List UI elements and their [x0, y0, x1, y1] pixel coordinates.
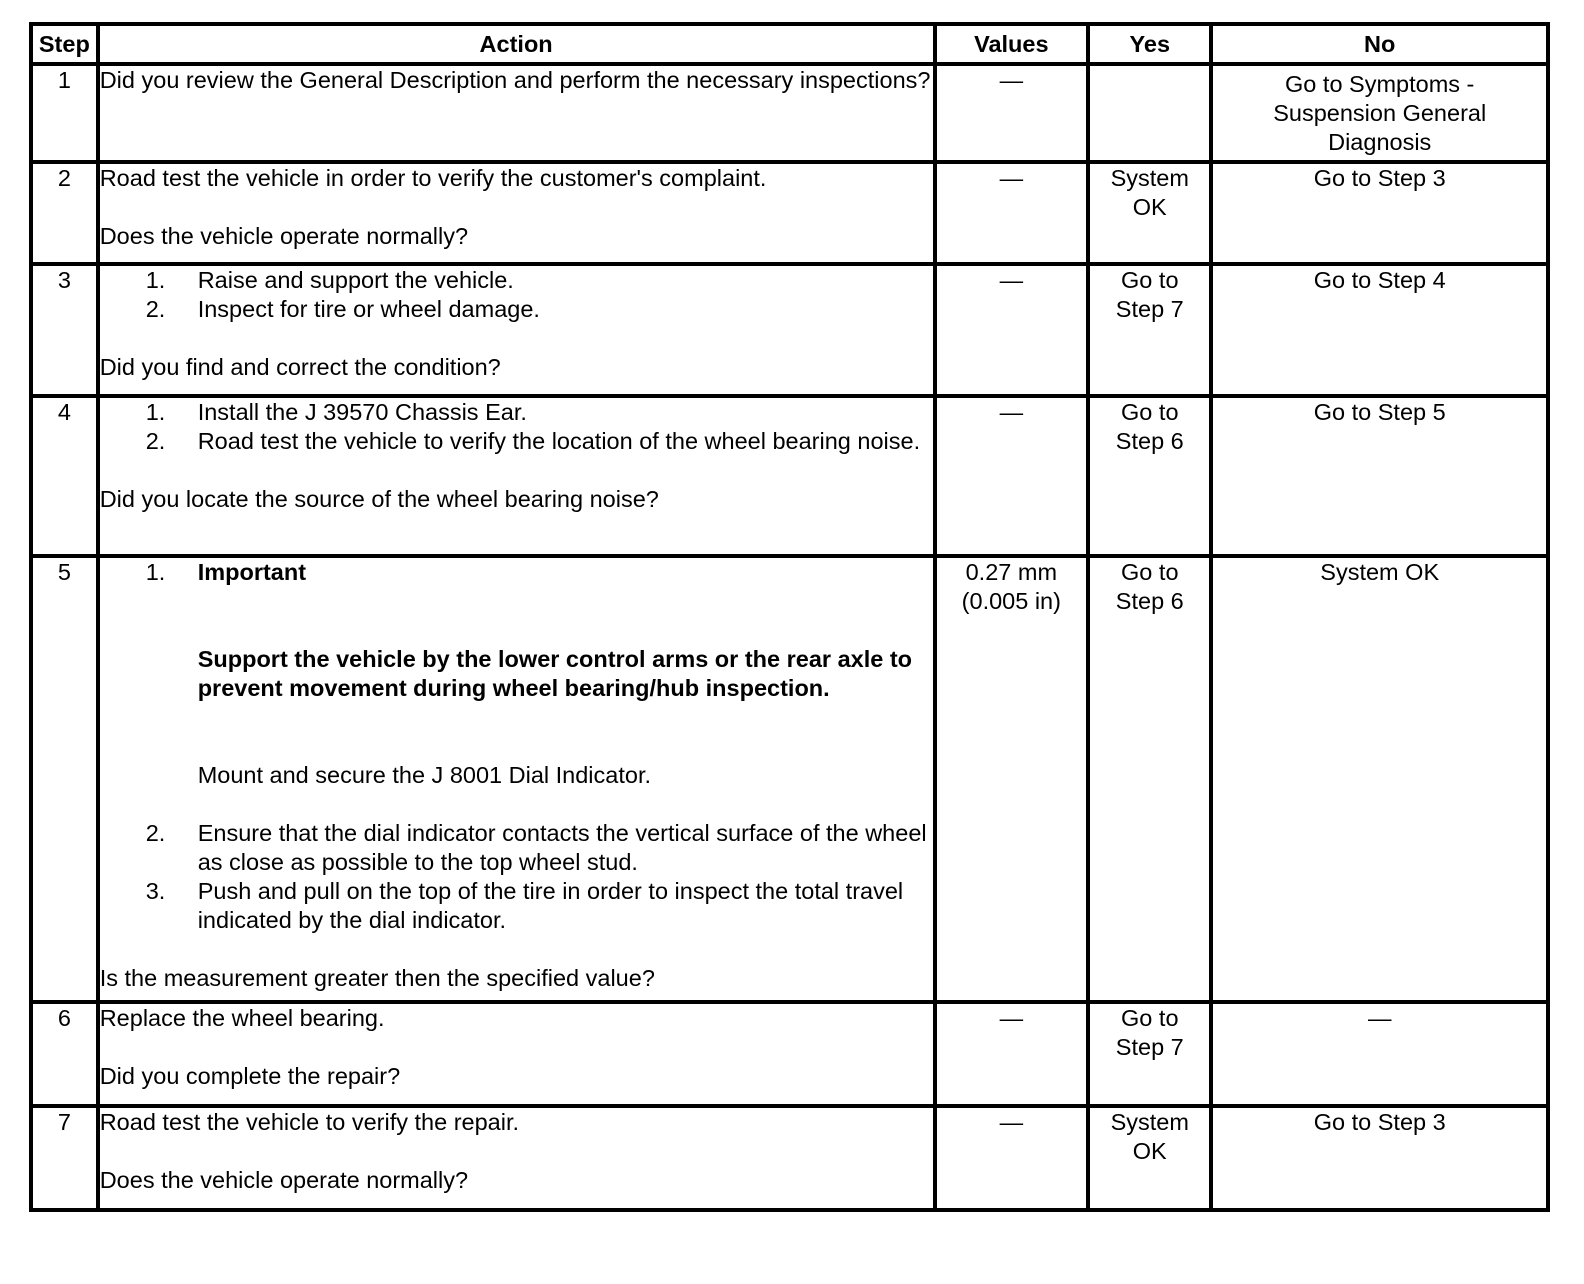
yes-cell [1088, 64, 1211, 162]
action-cell [98, 162, 935, 264]
action-list [100, 398, 933, 456]
value-cell: — [935, 162, 1089, 264]
header-values: Values [935, 24, 1089, 64]
action-cell [98, 1002, 935, 1106]
list-text: Raise and support the vehicle. [197, 267, 514, 293]
table-row [31, 556, 1548, 1002]
yes-cell [1088, 556, 1211, 1002]
step-number: 7 [31, 1106, 98, 1210]
list-number: 2. [145, 820, 166, 846]
action-question: Did you locate the source of the wheel bearing noise? [99, 486, 659, 512]
step-number: 1 [31, 64, 98, 162]
yes-text: System OK [1110, 165, 1189, 220]
action-text: Did you review the General Description and perform the necessary inspections? [99, 67, 931, 93]
diagnostic-table [29, 22, 1550, 1212]
list-text: Mount and secure the J 8001 Dial Indicator. [197, 762, 652, 788]
action-cell [98, 556, 935, 1002]
list-item [100, 398, 933, 427]
list-text: Install the J 39570 Chassis Ear. [197, 399, 527, 425]
no-cell: Go to Step 3 [1211, 1106, 1548, 1210]
no-cell: — [1211, 1002, 1548, 1106]
no-cell: Go to Step 5 [1211, 396, 1548, 556]
step-number: 5 [31, 556, 98, 1002]
list-item [100, 558, 933, 819]
important-text: Support the vehicle by the lower control arms or the rear axle to prevent movement during wheel bearing/hub inspection. [197, 646, 913, 701]
yes-text: Go to Step 6 [1115, 559, 1184, 614]
no-cell: Go to Step 3 [1211, 162, 1548, 264]
action-list [100, 558, 933, 935]
list-item [100, 295, 933, 324]
header-action: Action [98, 24, 935, 64]
yes-cell [1088, 1106, 1211, 1210]
table-row [31, 264, 1548, 396]
step-number: 3 [31, 264, 98, 396]
table-row [31, 1106, 1548, 1210]
list-number: 1. [145, 559, 166, 585]
action-text: Road test the vehicle in order to verify the customer's complaint. [99, 165, 767, 191]
step-number: 2 [31, 162, 98, 264]
list-item [100, 427, 933, 456]
table-row [31, 64, 1548, 162]
yes-cell [1088, 396, 1211, 556]
value-cell [935, 556, 1089, 1002]
list-number: 2. [145, 296, 166, 322]
list-number: 3. [145, 878, 166, 904]
value-imperial: (0.005 in) [961, 588, 1061, 614]
action-cell [98, 264, 935, 396]
list-text: Push and pull on the top of the tire in order to inspect the total travel indicated by the dial indicator. [197, 878, 904, 933]
action-text: Replace the wheel bearing. [99, 1005, 385, 1031]
yes-text: System OK [1110, 1109, 1189, 1164]
value-cell: — [935, 264, 1089, 396]
action-question: Did you complete the repair? [99, 1063, 401, 1089]
no-text: Go to Symptoms - Suspension General Diagnosis [1273, 71, 1487, 155]
table-row [31, 162, 1548, 264]
header-no: No [1211, 24, 1548, 64]
no-cell: System OK [1211, 556, 1548, 1002]
action-question: Does the vehicle operate normally? [99, 223, 469, 249]
header-row [31, 24, 1548, 64]
yes-text: Go to Step 6 [1115, 399, 1184, 454]
action-question: Is the measurement greater then the specified value? [99, 965, 655, 991]
value-metric: 0.27 mm [965, 559, 1058, 585]
list-text: Ensure that the dial indicator contacts the vertical surface of the wheel as close as possible to the top wheel stud. [197, 820, 927, 875]
yes-cell [1088, 162, 1211, 264]
yes-cell [1088, 1002, 1211, 1106]
value-cell: — [935, 1002, 1089, 1106]
yes-text: Go to Step 7 [1115, 267, 1184, 322]
value-cell: — [935, 1106, 1089, 1210]
header-step: Step [31, 24, 98, 64]
no-cell [1211, 64, 1548, 162]
action-cell [98, 396, 935, 556]
action-list [100, 266, 933, 324]
step-number: 6 [31, 1002, 98, 1106]
action-text: Road test the vehicle to verify the repair. [99, 1109, 520, 1135]
yes-cell [1088, 264, 1211, 396]
step-number: 4 [31, 396, 98, 556]
value-cell: — [935, 396, 1089, 556]
list-item [100, 877, 933, 935]
list-item [100, 819, 933, 877]
header-yes: Yes [1088, 24, 1211, 64]
list-item [100, 266, 933, 295]
no-cell: Go to Step 4 [1211, 264, 1548, 396]
value-cell: — [935, 64, 1089, 162]
action-question: Does the vehicle operate normally? [99, 1167, 469, 1193]
table-row [31, 396, 1548, 556]
action-question: Did you find and correct the condition? [99, 354, 501, 380]
action-cell [98, 1106, 935, 1210]
table-row [31, 1002, 1548, 1106]
list-number: 1. [145, 267, 166, 293]
list-number: 2. [145, 428, 166, 454]
list-number: 1. [145, 399, 166, 425]
action-cell [98, 64, 935, 162]
yes-text: Go to Step 7 [1115, 1005, 1184, 1060]
important-label: Important [197, 559, 307, 585]
list-text: Inspect for tire or wheel damage. [197, 296, 540, 322]
list-text: Road test the vehicle to verify the location of the wheel bearing noise. [197, 428, 921, 454]
